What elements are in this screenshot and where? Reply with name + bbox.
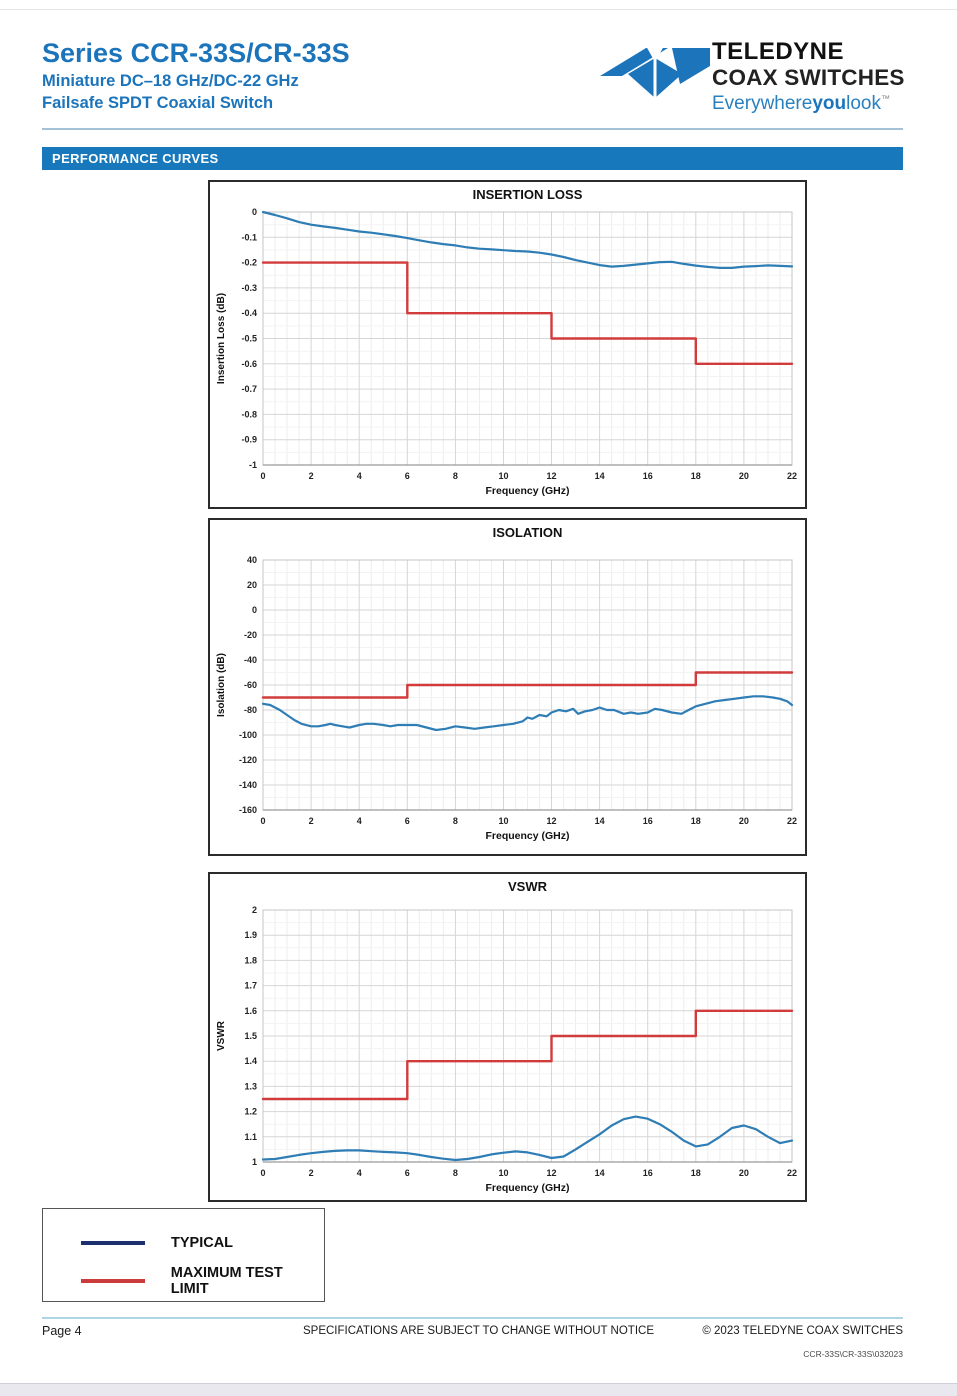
svg-text:18: 18 xyxy=(690,471,701,481)
page-title: Series CCR-33S/CR-33S xyxy=(42,38,350,68)
footer-divider xyxy=(42,1317,903,1319)
svg-text:20: 20 xyxy=(246,580,257,590)
document-code: CCR-33S\CR-33S\032023 xyxy=(803,1349,903,1359)
insertion-loss-chart-canvas xyxy=(210,182,805,507)
svg-text:-0.1: -0.1 xyxy=(241,232,257,243)
svg-text:-20: -20 xyxy=(243,630,257,640)
logo-company-name: TELEDYNE xyxy=(712,38,845,65)
footer-copyright: © 2023 TELEDYNE COAX SWITCHES xyxy=(702,1325,903,1337)
footer-notice: SPECIFICATIONS ARE SUBJECT TO CHANGE WITHOUT NOTICE xyxy=(302,1325,654,1337)
svg-text:0: 0 xyxy=(251,605,257,615)
chart-legend xyxy=(42,1208,325,1302)
svg-text:18: 18 xyxy=(690,816,701,826)
svg-text:6: 6 xyxy=(404,816,410,826)
svg-text:6: 6 xyxy=(404,1168,410,1178)
insertion-loss-chart xyxy=(208,180,807,509)
header-divider xyxy=(42,128,903,130)
svg-text:10: 10 xyxy=(498,1168,509,1178)
legend-item-typical xyxy=(81,1228,324,1258)
section-header-label: PERFORMANCE CURVES xyxy=(52,151,219,166)
svg-text:-160: -160 xyxy=(238,805,257,815)
page-top-rule xyxy=(0,9,957,10)
svg-text:40: 40 xyxy=(246,555,257,565)
limit-line-swatch xyxy=(81,1279,145,1283)
viewer-bottom-bar xyxy=(0,1383,957,1396)
svg-text:-120: -120 xyxy=(238,755,257,765)
svg-text:1.5: 1.5 xyxy=(244,1031,257,1041)
svg-text:14: 14 xyxy=(594,816,605,826)
svg-text:Frequency (GHz): Frequency (GHz) xyxy=(485,1182,570,1194)
logo-division-name: COAX SWITCHES xyxy=(712,65,905,90)
svg-text:-0.6: -0.6 xyxy=(241,358,257,369)
svg-text:16: 16 xyxy=(642,816,653,826)
svg-text:1.8: 1.8 xyxy=(244,955,257,966)
isolation-chart xyxy=(208,518,807,856)
svg-text:14: 14 xyxy=(594,471,605,481)
svg-text:Isolation (dB): Isolation (dB) xyxy=(216,653,227,717)
vswr-chart-canvas xyxy=(210,874,805,1200)
svg-text:4: 4 xyxy=(356,471,362,481)
svg-text:1.1: 1.1 xyxy=(244,1131,257,1142)
section-header-performance-curves xyxy=(42,147,903,170)
svg-text:-0.5: -0.5 xyxy=(241,333,257,344)
svg-text:4: 4 xyxy=(356,816,362,826)
svg-text:18: 18 xyxy=(690,1168,701,1178)
logo-tagline: Everywhereyoulook™ xyxy=(712,92,890,114)
svg-text:14: 14 xyxy=(594,1168,605,1178)
svg-text:-80: -80 xyxy=(243,705,257,715)
svg-text:8: 8 xyxy=(452,471,458,481)
svg-text:8: 8 xyxy=(452,1168,458,1178)
legend-item-maximum-test-limit xyxy=(81,1266,324,1296)
svg-text:4: 4 xyxy=(356,1168,362,1178)
teledyne-logo-icon xyxy=(600,42,710,104)
svg-text:1.2: 1.2 xyxy=(244,1106,257,1117)
svg-text:16: 16 xyxy=(642,471,653,481)
svg-text:Frequency (GHz): Frequency (GHz) xyxy=(485,485,570,497)
svg-text:VSWR: VSWR xyxy=(508,879,547,894)
legend-label-typical: TYPICAL xyxy=(171,1235,234,1251)
logo-text-block xyxy=(712,40,912,113)
legend-label-maximum-test-limit: MAXIMUM TEST LIMIT xyxy=(170,1265,283,1297)
page-subtitle-type: Failsafe SPDT Coaxial Switch xyxy=(42,94,274,112)
trademark-symbol: ™ xyxy=(880,93,890,104)
svg-text:INSERTION LOSS: INSERTION LOSS xyxy=(472,187,583,202)
svg-text:12: 12 xyxy=(546,471,557,481)
svg-text:10: 10 xyxy=(498,816,509,826)
svg-text:22: 22 xyxy=(786,471,798,481)
svg-text:2: 2 xyxy=(251,905,257,915)
typical-line-swatch xyxy=(81,1241,145,1245)
isolation-chart-canvas xyxy=(210,520,805,854)
svg-text:8: 8 xyxy=(452,816,458,826)
svg-text:-0.3: -0.3 xyxy=(241,282,257,293)
svg-text:Insertion Loss (dB): Insertion Loss (dB) xyxy=(216,292,227,385)
svg-text:0: 0 xyxy=(251,207,257,217)
svg-text:22: 22 xyxy=(786,816,798,826)
svg-text:2: 2 xyxy=(308,816,314,826)
svg-text:-0.9: -0.9 xyxy=(241,434,257,445)
svg-text:-140: -140 xyxy=(238,780,257,790)
svg-text:20: 20 xyxy=(738,471,749,481)
svg-text:1.9: 1.9 xyxy=(244,930,257,941)
svg-text:-0.7: -0.7 xyxy=(241,384,257,395)
page-number: Page 4 xyxy=(42,1324,82,1338)
svg-text:Frequency (GHz): Frequency (GHz) xyxy=(485,830,570,842)
svg-text:2: 2 xyxy=(308,471,314,481)
svg-text:20: 20 xyxy=(738,1168,749,1178)
svg-text:0: 0 xyxy=(260,816,266,826)
page-subtitle-frequency: Miniature DC–18 GHz/DC-22 GHz xyxy=(42,72,299,90)
svg-text:1.3: 1.3 xyxy=(244,1081,257,1092)
svg-text:-60: -60 xyxy=(243,680,257,690)
svg-text:1.7: 1.7 xyxy=(244,980,257,991)
svg-text:-0.2: -0.2 xyxy=(241,257,257,268)
svg-text:-100: -100 xyxy=(238,730,257,740)
svg-text:0: 0 xyxy=(260,471,266,481)
svg-text:12: 12 xyxy=(546,1168,557,1178)
svg-text:6: 6 xyxy=(404,471,410,481)
svg-text:1: 1 xyxy=(251,1157,257,1167)
svg-text:10: 10 xyxy=(498,471,509,481)
svg-text:VSWR: VSWR xyxy=(216,1021,227,1051)
vswr-chart xyxy=(208,872,807,1202)
svg-text:0: 0 xyxy=(260,1168,266,1178)
svg-text:20: 20 xyxy=(738,816,749,826)
svg-text:1.4: 1.4 xyxy=(244,1056,257,1067)
svg-text:12: 12 xyxy=(546,816,557,826)
svg-text:-40: -40 xyxy=(243,655,257,665)
svg-text:2: 2 xyxy=(308,1168,314,1178)
svg-text:1.6: 1.6 xyxy=(244,1005,257,1016)
svg-text:16: 16 xyxy=(642,1168,653,1178)
svg-text:ISOLATION: ISOLATION xyxy=(492,525,563,540)
svg-text:-1: -1 xyxy=(248,460,257,470)
svg-text:-0.8: -0.8 xyxy=(241,409,257,420)
svg-text:-0.4: -0.4 xyxy=(241,308,257,319)
svg-text:22: 22 xyxy=(786,1168,798,1178)
